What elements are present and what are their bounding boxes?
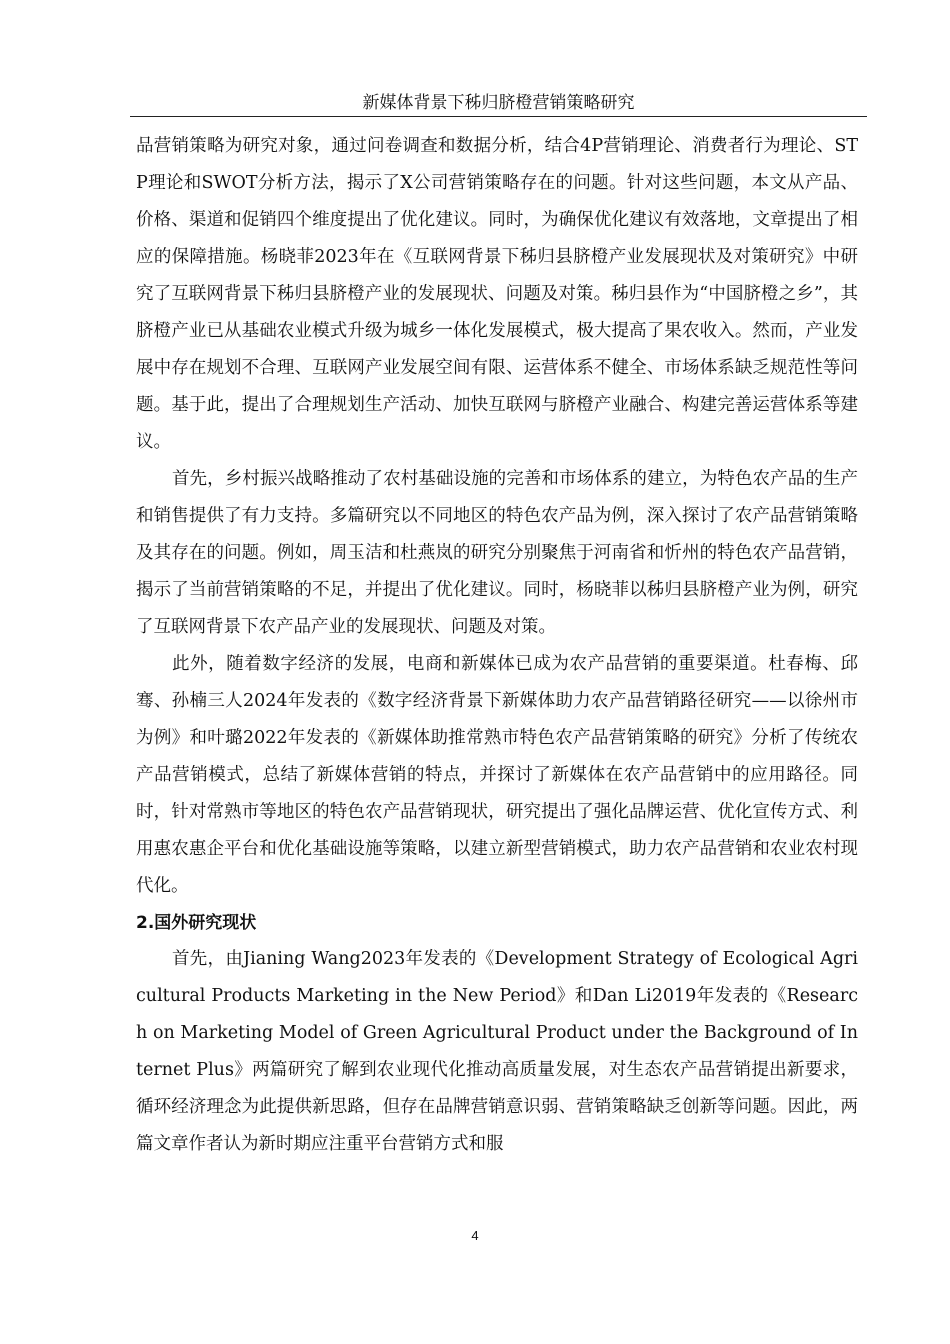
running-header bbox=[130, 90, 867, 117]
paragraph-domestic-second: 此外，随着数字经济的发展，电商和新媒体已成为农产品营销的重要渠道。杜春梅、邱骞、孙楠三人2024年发表的《数字经济背景下新媒体助力农产品营销路径研究——以徐州市为例》和叶璐2022年发表的《新媒体助推常熟市特色农产品营销策略的研究》分析了传统农产品营销模式，总结了新媒体营销的特点，并探讨了新媒体在农产品营销中的应用路径。同时，针对常熟市等地区的特色农产品营销现状，研究提出了强化品牌运营、优化宣传方式、利用惠农惠企平台和优化基础设施等策略，以建立新型营销模式，助力农产品营销和农业农村现代化。 bbox=[136, 654, 858, 896]
section-heading: 2.国外研究现状 bbox=[136, 913, 257, 933]
header-title: 新媒体背景下秭归脐橙营销策略研究 bbox=[362, 93, 635, 113]
paragraph-domestic-first: 首先，乡村振兴战略推动了农村基础设施的完善和市场体系的建立，为特色农产品的生产和销售提供了有力支持。多篇研究以不同地区的特色农产品为例，深入探讨了农产品营销策略及其存在的问题。例如，周玉洁和杜燕岚的研究分别聚焦于河南省和忻州的特色农产品营销，揭示了当前营销策略的不足，并提出了优化建议。同时，杨晓菲以秭归县脐橙产业为例，研究了互联网背景下农产品产业的发展现状、问题及对策。 bbox=[136, 469, 858, 637]
paragraph-foreign-research: 首先，由Jianing Wang2023年发表的《Development Strategy of Ecological Agricultural Products Marketing in the New Period》和Dan Li2019年发表的《Research on Marketing Model of Green Agricultural Product under the Background of Internet Plus》两篇研究了解到农业现代化推动高质量发展，对生态农产品营销提出新要求，循环经济理念为此提供新思路，但存在品牌营销意识弱、营销策略缺乏创新等问题。因此，两篇文章作者认为新时期应注重平台营销方式和服 bbox=[136, 949, 858, 1154]
document-body bbox=[136, 128, 858, 1163]
paragraph-continued: 品营销策略为研究对象，通过问卷调查和数据分析，结合4P营销理论、消费者行为理论、STP理论和SWOT分析方法，揭示了X公司营销策略存在的问题。针对这些问题，本文从产品、价格、渠道和促销四个维度提出了优化建议。同时，为确保优化建议有效落地，文章提出了相应的保障措施。杨晓菲2023年在《互联网背景下秭归县脐橙产业发展现状及对策研究》中研究了互联网背景下秭归县脐橙产业的发展现状、问题及对策。秭归县作为“中国脐橙之乡”，其脐橙产业已从基础农业模式升级为城乡一体化发展模式，极大提高了果农收入。然而，产业发展中存在规划不合理、互联网产业发展空间有限、运营体系不健全、市场体系缺乏规范性等问题。基于此，提出了合理规划生产活动、加快互联网与脐橙产业融合、构建完善运营体系等建议。 bbox=[136, 136, 858, 452]
page-number: 4 bbox=[471, 1228, 479, 1243]
